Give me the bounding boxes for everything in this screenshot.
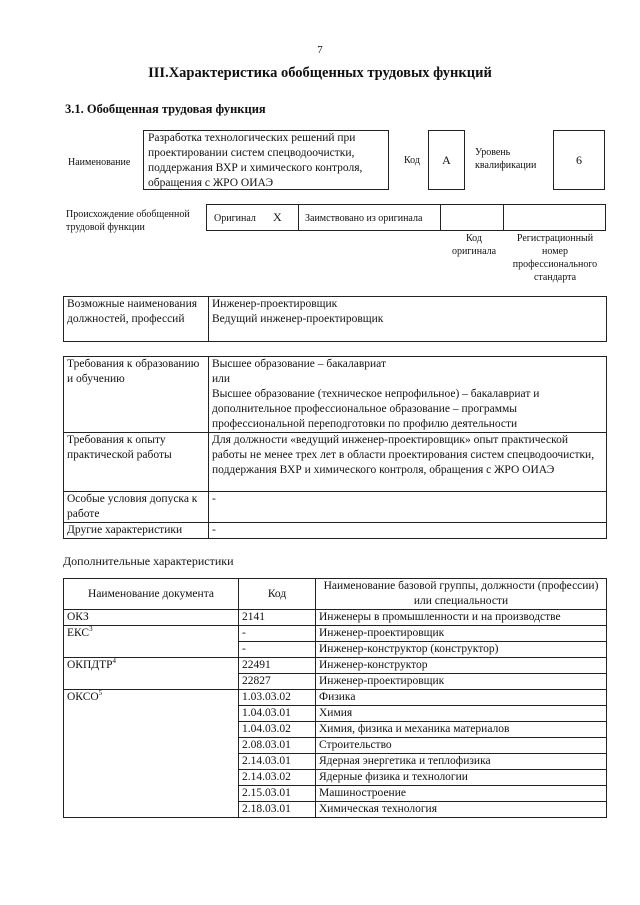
level-box [553,130,605,190]
header-code: Код [239,579,316,610]
document-name-cell [64,610,239,626]
original-mark: X [273,210,282,224]
document-name: ОКПДТР [67,659,113,671]
other-characteristics-label: Другие характеристики [64,523,209,539]
document-name: ОКСО [67,691,99,703]
code-label: Код [404,155,420,166]
group-name-cell: Ядерная энергетика и теплофизика [316,754,607,770]
level-value: 6 [576,153,582,167]
function-name-box [143,130,389,190]
table-row [64,658,607,674]
footnote-marker: 3 [89,625,93,634]
footnote-marker: 4 [112,657,117,666]
group-name-cell: Инженеры в промышленности и на производстве [316,610,607,626]
footnote-marker: 5 [98,689,103,698]
origin-divider [503,204,504,231]
group-name-cell: Инженер-конструктор [316,658,607,674]
code-cell: 2.15.03.01 [239,786,316,802]
code-cell: 1.03.03.02 [239,690,316,706]
code-cell: 22491 [239,658,316,674]
origin-divider [298,204,299,231]
position-item: Ведущий инженер-проектировщик [212,313,384,325]
group-name-cell: Машиностроение [316,786,607,802]
group-name-cell: Инженер-проектировщик [316,626,607,642]
code-cell: 2.08.03.01 [239,738,316,754]
special-conditions-value: - [209,492,607,523]
original-label: Оригинал [214,213,256,224]
header-group-name: Наименование базовой группы, должности (профессии) или специальности [316,579,607,610]
document-name-cell [64,690,239,818]
subsection-title: 3.1. Обобщенная трудовая функция [65,102,266,116]
section-title: III.Характеристика обобщенных трудовых функций [148,65,492,81]
group-name-cell: Инженер-проектировщик [316,674,607,690]
positions-label: Возможные наименования должностей, профессий [64,297,209,342]
education-label: Требования к образованию и обучению [64,357,209,433]
page-number: 7 [317,44,323,56]
code-cell: 2.14.03.01 [239,754,316,770]
borrowed-label: Заимствовано из оригинала [305,213,423,224]
origin-label: Происхождение обобщенной трудовой функции [66,209,190,233]
experience-value: Для должности «ведущий инженер-проектировщик» опыт практической работы не менее трех лет в области проектирования систем спецводоочистки, поддержания ВХР и химического контроля, обращения с ЖРО ОИАЭ [209,433,607,492]
education-value: Высшее образование – бакалавриат или Высшее образование (техническое непрофильное) – бакалавриат и дополнительное профессиональное образование – программы профессиональной переподготовки по профилю деятельности [209,357,607,433]
code-box [428,130,465,190]
code-cell: 1.04.03.02 [239,722,316,738]
position-item: Инженер-проектировщик [212,298,338,310]
group-name-cell: Химия, физика и механика материалов [316,722,607,738]
group-name-cell: Физика [316,690,607,706]
table-row [64,610,607,626]
level-label: Уровень квалификации [475,147,537,171]
positions-values [209,297,607,342]
requirements-table [63,356,607,539]
code-cell: 2.14.03.02 [239,770,316,786]
name-label: Наименование [68,157,131,168]
code-original-caption: Код оригинала [451,233,497,257]
special-conditions-label: Особые условия допуска к работе [64,492,209,523]
other-characteristics-value: - [209,523,607,539]
group-name-cell: Химическая технология [316,802,607,818]
code-value: А [442,153,451,167]
code-cell: 2.18.03.01 [239,802,316,818]
experience-label: Требования к опыту практической работы [64,433,209,492]
origin-divider [440,204,441,231]
code-cell: 1.04.03.01 [239,706,316,722]
code-cell: 22827 [239,674,316,690]
document-name-cell [64,626,239,658]
code-cell: - [239,626,316,642]
group-name-cell: Инженер-конструктор (конструктор) [316,642,607,658]
code-cell: 2141 [239,610,316,626]
group-name-cell: Ядерные физика и технологии [316,770,607,786]
positions-table [63,296,607,342]
document-name: ЕКС [67,627,90,639]
function-name-value: Разработка технологических решений при проектировании систем спецводоочистки, поддержания ВХР и химического контроля, обращения с ЖРО ОИАЭ [148,132,363,189]
table-row [64,626,607,642]
document-name-cell [64,658,239,690]
code-cell: - [239,642,316,658]
table-row [64,690,607,706]
group-name-cell: Химия [316,706,607,722]
additional-title: Дополнительные характеристики [63,554,234,568]
reg-number-caption: Регистрационный номер профессионального стандарта [512,233,598,283]
header-document: Наименование документа [64,579,239,610]
document-name: ОКЗ [67,611,89,623]
additional-table [63,578,607,818]
group-name-cell: Строительство [316,738,607,754]
